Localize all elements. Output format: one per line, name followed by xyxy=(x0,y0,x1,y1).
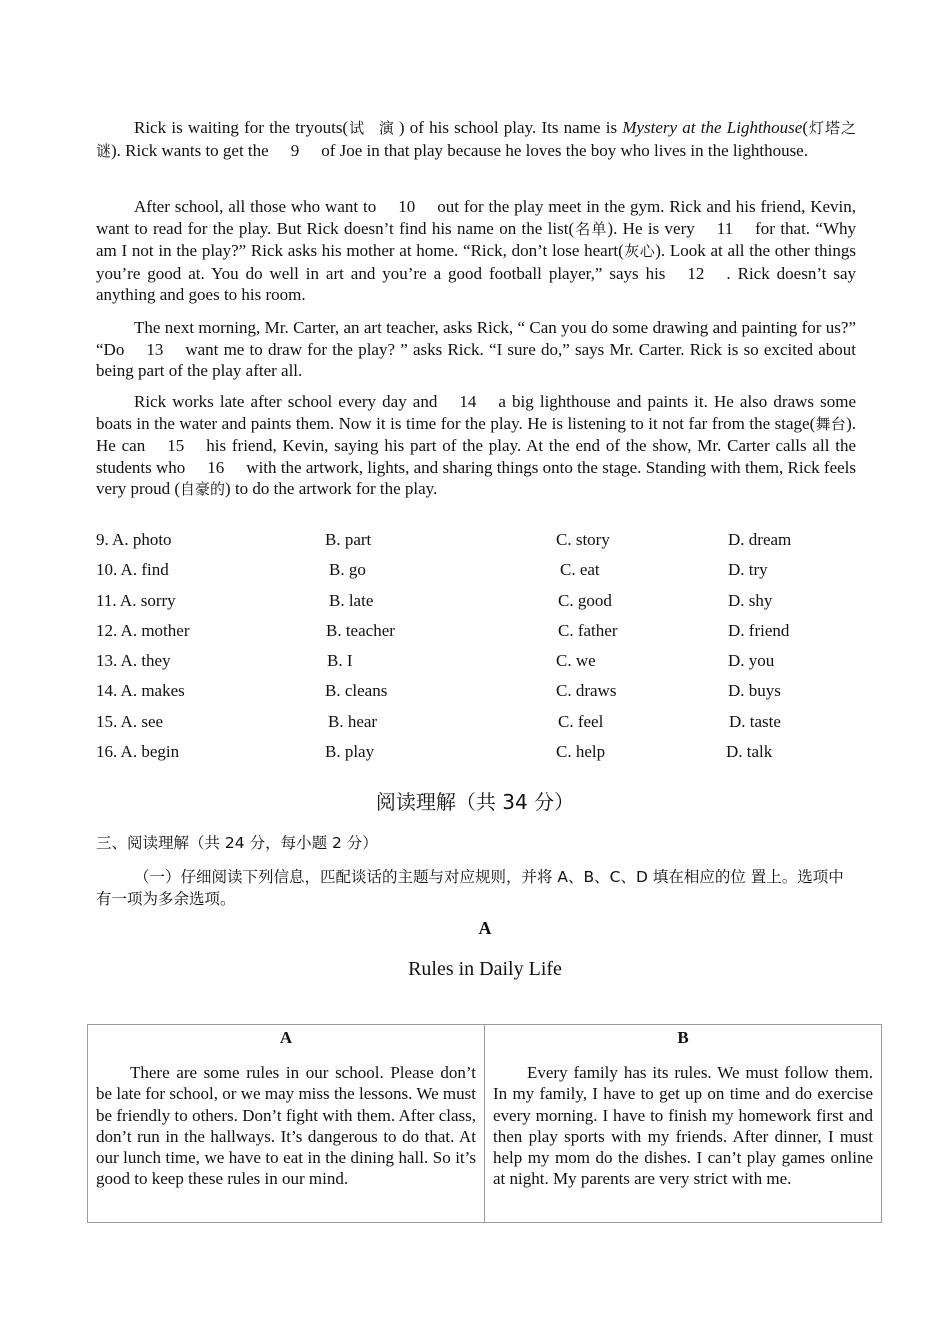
option-b: B. go xyxy=(329,560,366,580)
passage-paragraph-3: The next morning, Mr. Carter, an art teacher, asks Rick, “ Can you do some drawing and painting for us?” “Do 13 want me to draw for the play? ” asks Rick. “I sure do,” says Mr. Carter. Rick is so excited about being part of the play after all. xyxy=(96,318,856,381)
blank-15: 15 xyxy=(167,436,185,456)
part-heading: 三、阅读理解（共 24 分，每小题 2 分） xyxy=(96,834,378,852)
blank-16: 16 xyxy=(207,457,225,477)
option-a: 14. A. makes xyxy=(96,681,185,701)
options-row-10 xyxy=(96,560,856,590)
option-b: B. play xyxy=(325,742,375,762)
option-c: C. good xyxy=(558,590,612,610)
passage-paragraph-1: Rick is waiting for the tryouts(试 演) of his school play. Its name is Mystery at the Lighthouse(灯塔之谜). Rick wants to get the 9 of Joe in that play because he loves the boy who lives in the lighthouse. xyxy=(96,118,856,160)
blank-14: 14 xyxy=(459,392,477,411)
column-header-a: A xyxy=(279,1028,293,1047)
blank-12: 12 xyxy=(687,263,705,283)
rules-table xyxy=(87,1024,882,1223)
blank-13: 13 xyxy=(146,339,164,359)
passage-paragraph-4: Rick works late after school every day and 14 a big lighthouse and paints it. He also draws some boats in the water and paints them. Now it is time for the play. He is listening to it not far from the stage(舞台). He can 15 his friend, Kevin, saying his part of the play. At the end of the show, Mr. Carter calls all the students who 16 with the artwork, lights, and sharing things onto the stage. Standing with them, Rick feels very proud (自豪的) to do the artwork for the play. xyxy=(96,392,857,499)
section-title: 阅读理解（共 34 分） xyxy=(375,790,575,814)
option-a: 12. A. mother xyxy=(96,620,190,640)
option-b: B. hear xyxy=(328,711,378,731)
table-cell-b xyxy=(485,1025,882,1223)
column-text-a: There are some rules in our school. Please don’t be late for school, or we may miss the lessons. We must be friendly to others. Don’t fight with them. After class, don’t run in the hallways. It’s dangerous to do that. At our lunch time, we have to eat in the dining hall. So it’s good to keep these rules in our mind. xyxy=(96,1063,476,1189)
option-a: 11. A. sorry xyxy=(96,590,176,610)
option-c: C. help xyxy=(556,742,606,762)
option-a: 13. A. they xyxy=(96,651,171,671)
option-c: C. we xyxy=(556,651,596,671)
option-b: B. part xyxy=(325,530,372,549)
option-c: C. story xyxy=(556,530,610,549)
option-a: 15. A. see xyxy=(96,711,164,731)
option-c: C. father xyxy=(558,620,618,640)
instruction-text: （一）仔细阅读下列信息，匹配谈话的主题与对应规则，并将 A、B、C、D 填在相应的位 置上。选项中有一项为多余选项。 xyxy=(96,868,844,908)
blank-9: 9 xyxy=(290,140,300,160)
answer-options xyxy=(96,530,856,772)
option-c: C. draws xyxy=(556,681,617,701)
options-row-14 xyxy=(96,681,856,711)
table-cell-a xyxy=(88,1025,485,1223)
option-c: C. feel xyxy=(558,711,604,731)
option-d: D. talk xyxy=(726,742,773,762)
option-b: B. teacher xyxy=(326,620,395,640)
options-row-9 xyxy=(96,530,856,560)
blank-10: 10 xyxy=(398,197,416,216)
options-row-12 xyxy=(96,621,856,651)
options-row-11 xyxy=(96,591,856,621)
option-a: 9. A. photo xyxy=(96,530,172,549)
passage-letter: A xyxy=(478,918,492,938)
option-b: B. cleans xyxy=(325,681,388,701)
option-d: D. friend xyxy=(728,620,790,640)
option-b: B. late xyxy=(329,590,374,610)
option-d: D. you xyxy=(728,651,775,671)
column-text-b: Every family has its rules. We must follow them. In my family, I have to get up on time and do exercise every morning. I have to finish my homework first and then play sports with my friends. After dinner, I must help my mom do the dishes. I can’t play games online at night. My parents are very strict with me. xyxy=(493,1063,873,1189)
option-d: D. buys xyxy=(728,681,781,701)
options-row-15 xyxy=(96,712,856,742)
options-row-16 xyxy=(96,742,856,772)
options-row-13 xyxy=(96,651,856,681)
column-header-b: B xyxy=(677,1028,689,1047)
table-row xyxy=(88,1025,882,1223)
option-b: B. I xyxy=(327,651,353,671)
option-c: C. eat xyxy=(560,560,600,580)
option-a: 16. A. begin xyxy=(96,742,180,762)
option-d: D. shy xyxy=(728,590,773,610)
rules-title: Rules in Daily Life xyxy=(408,958,562,980)
option-d: D. dream xyxy=(728,530,792,549)
option-d: D. try xyxy=(728,560,768,580)
blank-11: 11 xyxy=(716,218,734,238)
passage-paragraph-2: After school, all those who want to 10 out for the play meet in the gym. Rick and his friend, Kevin, want to read for the play. But Rick doesn’t find his name on the list(名单). He is very 11 for that. “Why am I not in the play?” Rick asks his mother at home. “Rick, don’t lose heart(灰心). Look at all the other things you’re good at. You do well in art and you’re a good football player,” says his 12 . Rick doesn’t say anything and goes to his room. xyxy=(96,197,857,305)
option-a: 10. A. find xyxy=(96,560,169,580)
option-d: D. taste xyxy=(729,711,781,731)
